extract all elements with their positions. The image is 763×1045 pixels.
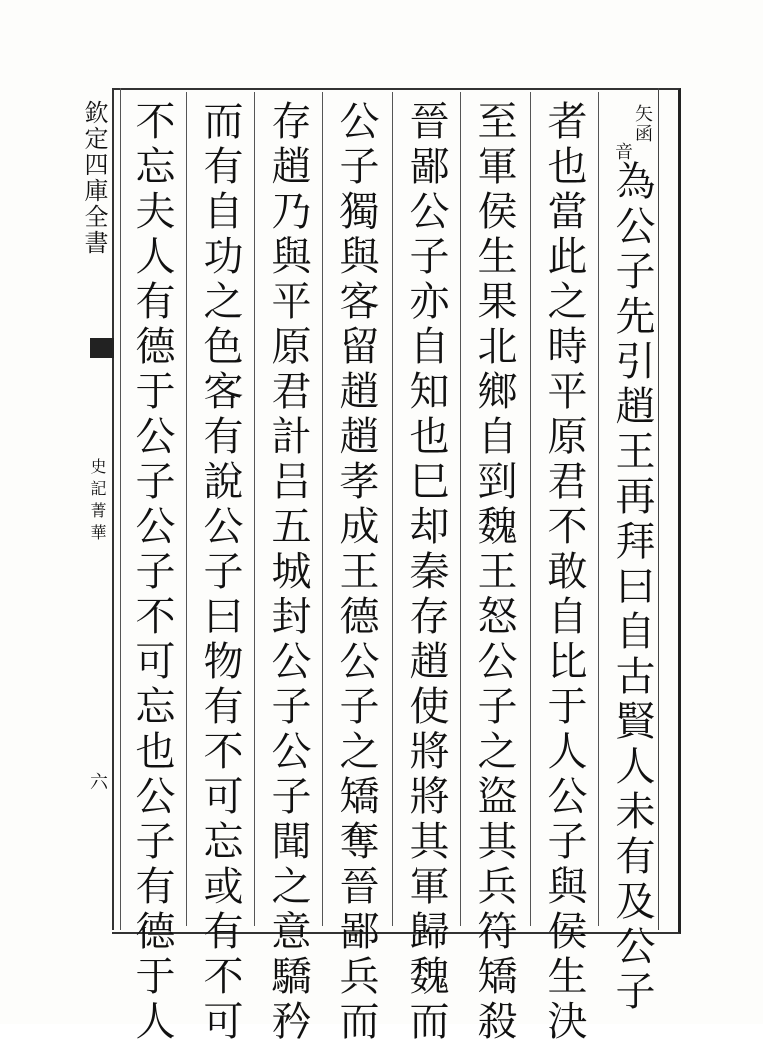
annotation-note: 矢函 [632, 104, 653, 144]
column-rule [598, 92, 599, 926]
column-rule [322, 92, 323, 926]
book-title: 欽定四庫全書 [80, 100, 108, 256]
column-rule [254, 92, 255, 926]
margin-line-inner [120, 88, 121, 930]
text-column-7: 而有自功之色客有說公子曰物有不可忘或有不可 [197, 100, 243, 1045]
fishtail-mark [90, 338, 114, 358]
page-number: 六 [90, 772, 108, 793]
text-column-6: 存趙乃與平原君計吕五城封公子公子聞之意驕矜 [265, 100, 311, 1045]
text-column-4: 晉鄙公子亦自知也巳却秦存趙使將將其軍歸魏而 [403, 100, 449, 1045]
annotation-note-2: 音 [612, 142, 633, 162]
column-rule [392, 92, 393, 926]
column-rule [186, 92, 187, 926]
section-title: 史記菁華 [88, 458, 107, 546]
text-column-8: 不忘夫人有德于公子公子不可忘也公子有德于人 [129, 100, 175, 1045]
text-column-3: 至軍侯生果北鄉自剄魏王怒公子之盜其兵符矯殺 [471, 100, 517, 1045]
margin-line [112, 88, 114, 930]
text-column-1: 為公子先引趙王再拜曰自古賢人未有及公子 [609, 160, 655, 1015]
text-column-5: 公子獨與客留趙趙孝成王德公子之矯奪晉鄙兵而 [333, 100, 379, 1045]
column-rule [530, 92, 531, 926]
text-column-2: 者也當此之時平原君不敢自比于人公子與侯生決 [541, 100, 587, 1045]
column-rule [460, 92, 461, 926]
